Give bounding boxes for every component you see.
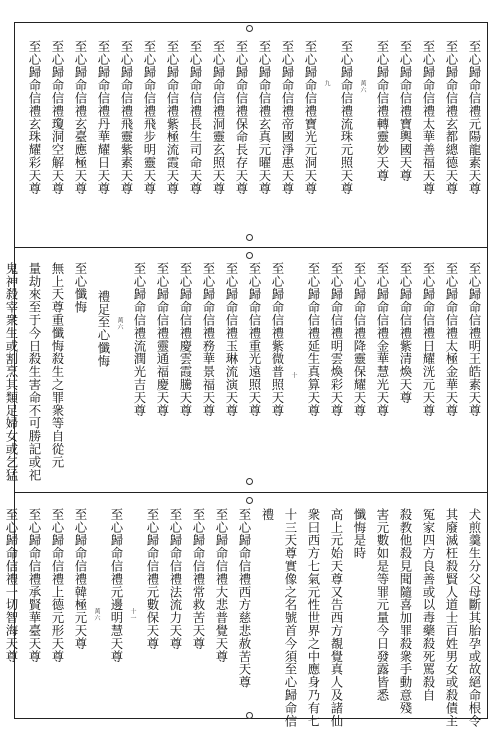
text-column: 量劫來至于今日殺生害命不可勝記或祀 xyxy=(27,262,42,482)
folio-mark: 萬六 xyxy=(93,608,100,621)
text-column: 至心歸命信禮洞靈玄照天尊 xyxy=(211,40,226,195)
text-column: 禮足至心懺悔 xyxy=(96,290,111,368)
folio-mark: 萬六 xyxy=(116,317,123,330)
folio-mark: 十一 xyxy=(129,608,136,621)
text-column: 至心歸命信禮常救苦天尊 xyxy=(191,508,206,650)
folio-mark: 九 xyxy=(323,80,330,87)
text-column: 無上天尊重懺悔殺生之罪衆等自從元 xyxy=(50,262,65,469)
folio-mark: 十 xyxy=(290,372,297,379)
panel-top xyxy=(27,40,482,195)
text-column: 至心歸命信禮太極金華天尊 xyxy=(444,262,459,417)
text-column: 禮 xyxy=(260,508,275,521)
text-column: 至心歸命信禮玄真元曜天尊 xyxy=(257,40,272,195)
text-column: 至心歸命信禮轉靈妙天尊 xyxy=(375,40,390,182)
text-column: 至心歸命信禮法流力天尊 xyxy=(168,508,183,650)
text-column: 至心歸命信禮紫極流霞天尊 xyxy=(165,40,180,195)
text-column: 至心歸命信禮玉琳流演天尊 xyxy=(224,262,239,417)
text-column: 至心歸命信禮元邊明慧天尊 xyxy=(109,508,124,663)
text-column: 至心歸命信禮務華景福天尊 xyxy=(201,262,216,417)
binding-hole xyxy=(246,252,253,259)
text-column: 高上元始天尊又告西方覩覺真人及諸仙 xyxy=(329,508,344,728)
text-column: 至心歸命信禮玄臺應極天尊 xyxy=(73,40,88,195)
text-column: 至心歸命信禮金華慧光天尊 xyxy=(375,262,390,417)
text-column: 懺悔是時 xyxy=(352,508,367,560)
text-column: 至心歸命信禮紫微普照天尊 xyxy=(270,262,285,417)
text-column: 至心歸命信禮承賢華臺天尊 xyxy=(27,508,42,663)
text-column: 十三天尊實像之名號首今須至心歸命信 xyxy=(283,508,298,728)
text-column: 至心歸命信禮飛靈紫素天尊 xyxy=(119,40,134,195)
binding-hole xyxy=(246,25,253,32)
text-column: 冤家四方良善或以毒藥殺死罵殺自 xyxy=(421,508,436,702)
panel-bottom xyxy=(4,508,482,728)
panel-divider xyxy=(14,247,488,248)
text-column: 至心歸命信禮流珠元照天尊 xyxy=(339,40,354,195)
text-column: 至心歸命信禮明雲煥彩天尊 xyxy=(329,262,344,417)
text-column: 至心歸命信禮寶輿國天尊 xyxy=(398,40,413,182)
text-column: 至心歸命信禮流潤光吉天尊 xyxy=(132,262,147,417)
text-column: 至心歸命信禮降靈保耀天尊 xyxy=(352,262,367,417)
text-column: 至心歸命信禮玄珠耀彩天尊 xyxy=(27,40,42,195)
text-column: 至心歸命信禮保命長存天尊 xyxy=(234,40,249,195)
text-column: 至心歸命信禮太華善福天尊 xyxy=(421,40,436,195)
text-column: 至心歸命信禮日耀洸元天尊 xyxy=(421,262,436,417)
text-column: 至心歸命信禮玄都總德天尊 xyxy=(444,40,459,195)
binding-hole xyxy=(246,234,253,241)
folio-mark: 萬六 xyxy=(359,80,366,93)
text-column: 至心歸命信禮延生真算天尊 xyxy=(306,262,321,417)
text-column: 至心歸命信禮靈通福慶天尊 xyxy=(155,262,170,417)
text-column: 至心歸命信禮寶光元洞天尊 xyxy=(303,40,318,195)
text-column: 犬煎羹生分父母斷其胎孕或故絕命根令 xyxy=(467,508,482,728)
text-column: 至心歸命信禮紫清煥天尊 xyxy=(398,262,413,404)
text-column: 衆曰西方七氣元性世界之中應身乃有七 xyxy=(306,508,321,728)
text-column: 至心歸命信禮飛步明靈天尊 xyxy=(142,40,157,195)
panel-divider xyxy=(14,492,488,493)
text-column: 至心歸命信禮帝國淨惠天尊 xyxy=(280,40,295,195)
text-column: 至心懺悔 xyxy=(73,262,88,314)
text-column: 至心歸命信禮西方慈悲赦苦天尊 xyxy=(237,508,252,689)
text-column: 鬼神殺宰衆生或割烹其類足婦女或乞猛 xyxy=(4,262,19,482)
text-column: 至心歸命信禮韓極元天尊 xyxy=(73,508,88,650)
text-column: 至心歸命信禮大悲普覺天尊 xyxy=(214,508,229,663)
text-column: 至心歸命信禮上德元形天尊 xyxy=(50,508,65,663)
binding-hole xyxy=(246,497,253,504)
text-column: 至心歸命信禮重光遠照天尊 xyxy=(247,262,262,417)
panel-middle xyxy=(4,262,482,482)
text-column: 至心歸命信禮元數保天尊 xyxy=(145,508,160,650)
text-column: 至心歸命信禮丹華耀日天尊 xyxy=(96,40,111,195)
text-column: 至心歸命信禮一切智海天尊 xyxy=(4,508,19,663)
text-column: 殺教他殺見聞隨喜加罪殺衆手動意殘 xyxy=(398,508,413,715)
text-column: 至心歸命信禮瓊洞空解天尊 xyxy=(50,40,65,195)
text-column: 其廢滅枉殺賢人道士百姓男女或殺債主 xyxy=(444,508,459,728)
text-column: 至心歸命信禮明王皓素天尊 xyxy=(467,262,482,417)
text-column: 至心歸命信禮元陽龍素天尊 xyxy=(467,40,482,195)
text-column: 害元數如是等罪元量今日發露皆悉 xyxy=(375,508,390,702)
text-column: 至心歸命信禮慶雲霞騰天尊 xyxy=(178,262,193,417)
text-column: 至心歸命信禮長生司命天尊 xyxy=(188,40,203,195)
